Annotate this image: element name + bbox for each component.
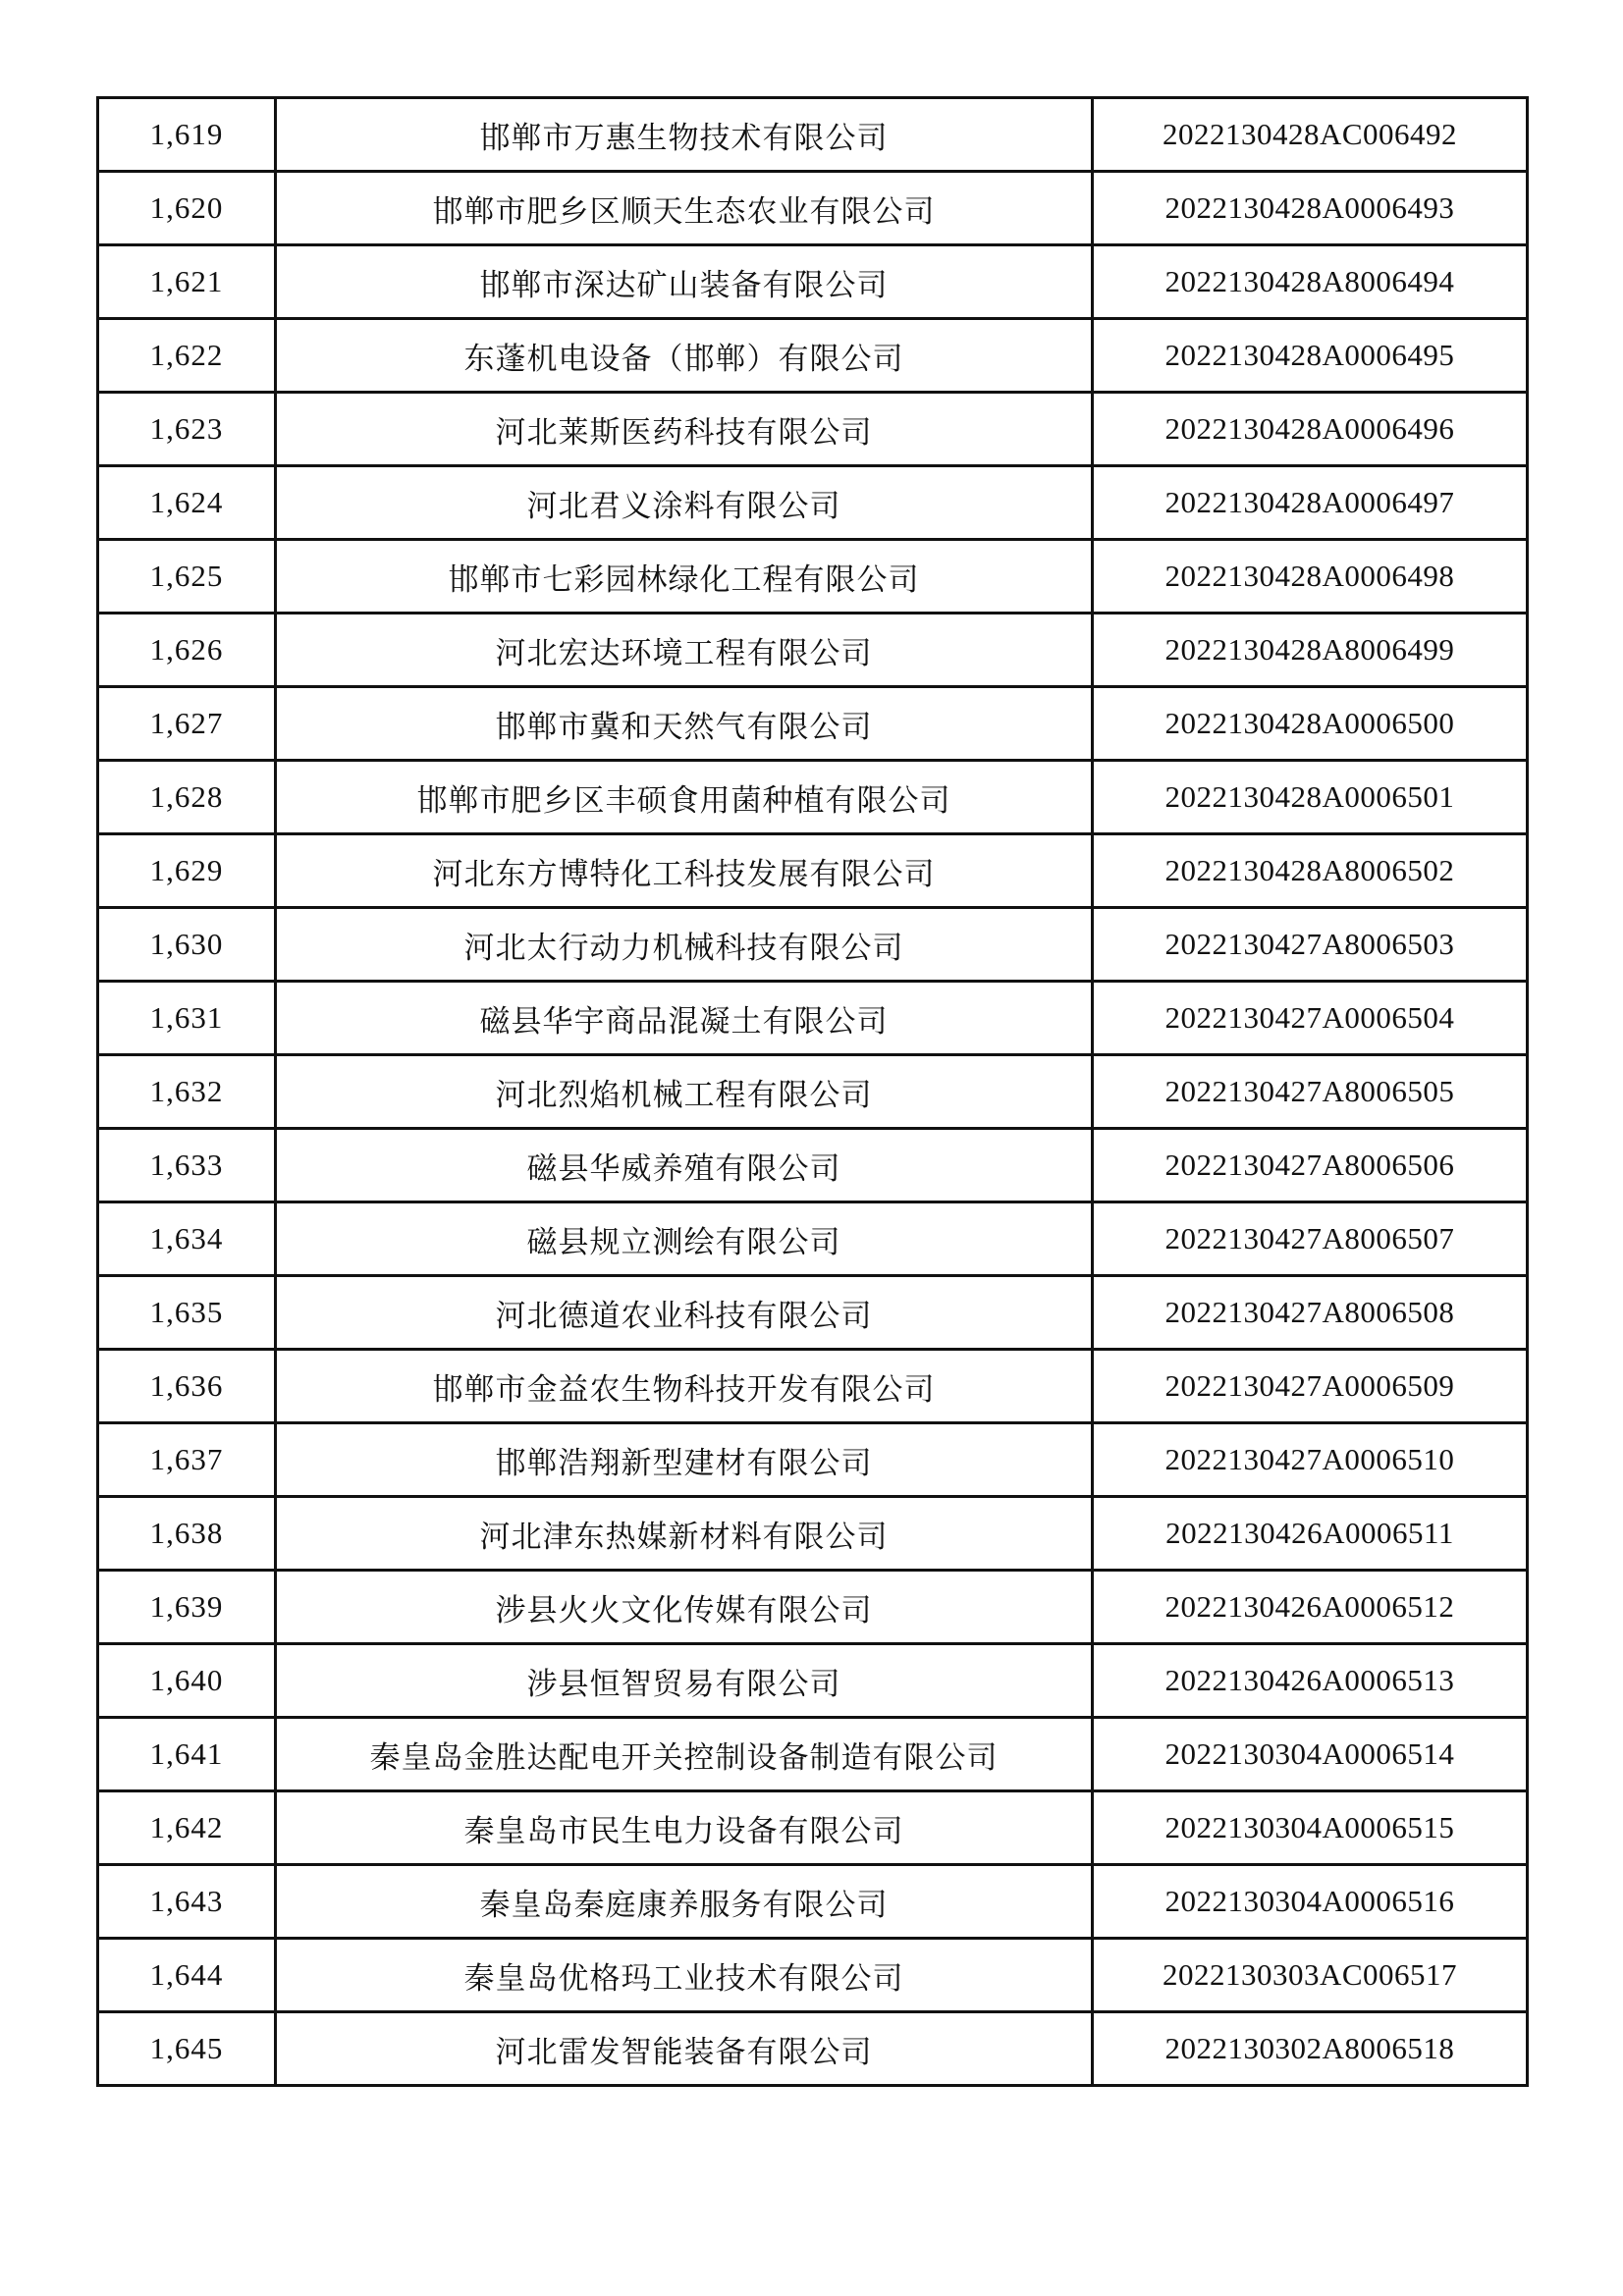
company-name: 河北君义涂料有限公司 [276,466,1093,540]
company-name: 邯郸市七彩园林绿化工程有限公司 [276,540,1093,614]
row-number: 1,642 [98,1791,276,1865]
table-row [98,687,1528,761]
registration-code: 2022130428A0006497 [1093,466,1528,540]
table-row [98,1423,1528,1497]
registration-code: 2022130427A0006510 [1093,1423,1528,1497]
row-number: 1,623 [98,393,276,466]
registration-code: 2022130427A8006507 [1093,1202,1528,1276]
row-number: 1,621 [98,245,276,319]
row-number: 1,620 [98,172,276,245]
company-name: 河北津东热媒新材料有限公司 [276,1497,1093,1571]
company-name: 秦皇岛优格玛工业技术有限公司 [276,1939,1093,2012]
registration-code: 2022130427A8006503 [1093,908,1528,982]
registration-code: 2022130304A0006514 [1093,1718,1528,1791]
table-row [98,98,1528,172]
registration-code: 2022130428A8006499 [1093,614,1528,687]
company-name: 邯郸市冀和天然气有限公司 [276,687,1093,761]
registration-code: 2022130428A0006495 [1093,319,1528,393]
table-row [98,245,1528,319]
row-number: 1,624 [98,466,276,540]
table-row [98,1718,1528,1791]
registration-code: 2022130428AC006492 [1093,98,1528,172]
registration-code: 2022130428A0006501 [1093,761,1528,834]
company-name: 邯郸市肥乡区顺天生态农业有限公司 [276,172,1093,245]
row-number: 1,645 [98,2012,276,2086]
company-name: 涉县恒智贸易有限公司 [276,1644,1093,1718]
table-row [98,1865,1528,1939]
table-row [98,393,1528,466]
company-name: 河北烈焰机械工程有限公司 [276,1055,1093,1129]
company-name: 邯郸浩翔新型建材有限公司 [276,1423,1093,1497]
company-name: 秦皇岛金胜达配电开关控制设备制造有限公司 [276,1718,1093,1791]
row-number: 1,637 [98,1423,276,1497]
table-row [98,540,1528,614]
table-row [98,982,1528,1055]
company-name: 河北莱斯医药科技有限公司 [276,393,1093,466]
registration-code: 2022130428A0006496 [1093,393,1528,466]
company-name: 河北德道农业科技有限公司 [276,1276,1093,1350]
row-number: 1,636 [98,1350,276,1423]
row-number: 1,630 [98,908,276,982]
row-number: 1,631 [98,982,276,1055]
row-number: 1,640 [98,1644,276,1718]
registration-code: 2022130304A0006515 [1093,1791,1528,1865]
company-name: 秦皇岛市民生电力设备有限公司 [276,1791,1093,1865]
company-name: 秦皇岛秦庭康养服务有限公司 [276,1865,1093,1939]
registration-code: 2022130427A0006504 [1093,982,1528,1055]
company-name: 东蓬机电设备（邯郸）有限公司 [276,319,1093,393]
company-name: 邯郸市金益农生物科技开发有限公司 [276,1350,1093,1423]
company-name: 河北东方博特化工科技发展有限公司 [276,834,1093,908]
table-row [98,761,1528,834]
company-name: 邯郸市万惠生物技术有限公司 [276,98,1093,172]
company-name: 河北宏达环境工程有限公司 [276,614,1093,687]
row-number: 1,632 [98,1055,276,1129]
row-number: 1,634 [98,1202,276,1276]
row-number: 1,628 [98,761,276,834]
registration-code: 2022130428A8006502 [1093,834,1528,908]
row-number: 1,643 [98,1865,276,1939]
registration-code: 2022130428A8006494 [1093,245,1528,319]
company-name: 涉县火火文化传媒有限公司 [276,1571,1093,1644]
registration-code: 2022130427A8006505 [1093,1055,1528,1129]
registration-code: 2022130303AC006517 [1093,1939,1528,2012]
table-row [98,319,1528,393]
registration-code: 2022130426A0006511 [1093,1497,1528,1571]
company-name: 磁县华宇商品混凝土有限公司 [276,982,1093,1055]
row-number: 1,641 [98,1718,276,1791]
table-row [98,1644,1528,1718]
row-number: 1,622 [98,319,276,393]
registration-code: 2022130427A8006508 [1093,1276,1528,1350]
registration-code: 2022130302A8006518 [1093,2012,1528,2086]
row-number: 1,633 [98,1129,276,1202]
row-number: 1,644 [98,1939,276,2012]
company-name: 磁县华威养殖有限公司 [276,1129,1093,1202]
row-number: 1,638 [98,1497,276,1571]
table-row [98,466,1528,540]
table-row [98,614,1528,687]
registration-code: 2022130428A0006493 [1093,172,1528,245]
company-name: 磁县规立测绘有限公司 [276,1202,1093,1276]
row-number: 1,619 [98,98,276,172]
company-name: 河北雷发智能装备有限公司 [276,2012,1093,2086]
registration-code: 2022130428A0006500 [1093,687,1528,761]
registration-code: 2022130427A0006509 [1093,1350,1528,1423]
table-row [98,1202,1528,1276]
table-row [98,2012,1528,2086]
table-row [98,1939,1528,2012]
registration-code: 2022130426A0006512 [1093,1571,1528,1644]
row-number: 1,625 [98,540,276,614]
table-row [98,834,1528,908]
table-row [98,908,1528,982]
row-number: 1,639 [98,1571,276,1644]
row-number: 1,635 [98,1276,276,1350]
registration-code: 2022130304A0006516 [1093,1865,1528,1939]
table-row [98,1791,1528,1865]
table-body [98,98,1528,2086]
row-number: 1,629 [98,834,276,908]
table-row [98,1497,1528,1571]
table-row [98,1055,1528,1129]
row-number: 1,626 [98,614,276,687]
company-name: 邯郸市肥乡区丰硕食用菌种植有限公司 [276,761,1093,834]
company-registry-table [96,96,1529,2087]
row-number: 1,627 [98,687,276,761]
registration-code: 2022130427A8006506 [1093,1129,1528,1202]
table-row [98,172,1528,245]
table-row [98,1571,1528,1644]
table-row [98,1350,1528,1423]
registration-code: 2022130428A0006498 [1093,540,1528,614]
registration-code: 2022130426A0006513 [1093,1644,1528,1718]
table-row [98,1276,1528,1350]
company-name: 河北太行动力机械科技有限公司 [276,908,1093,982]
table-row [98,1129,1528,1202]
company-name: 邯郸市深达矿山装备有限公司 [276,245,1093,319]
